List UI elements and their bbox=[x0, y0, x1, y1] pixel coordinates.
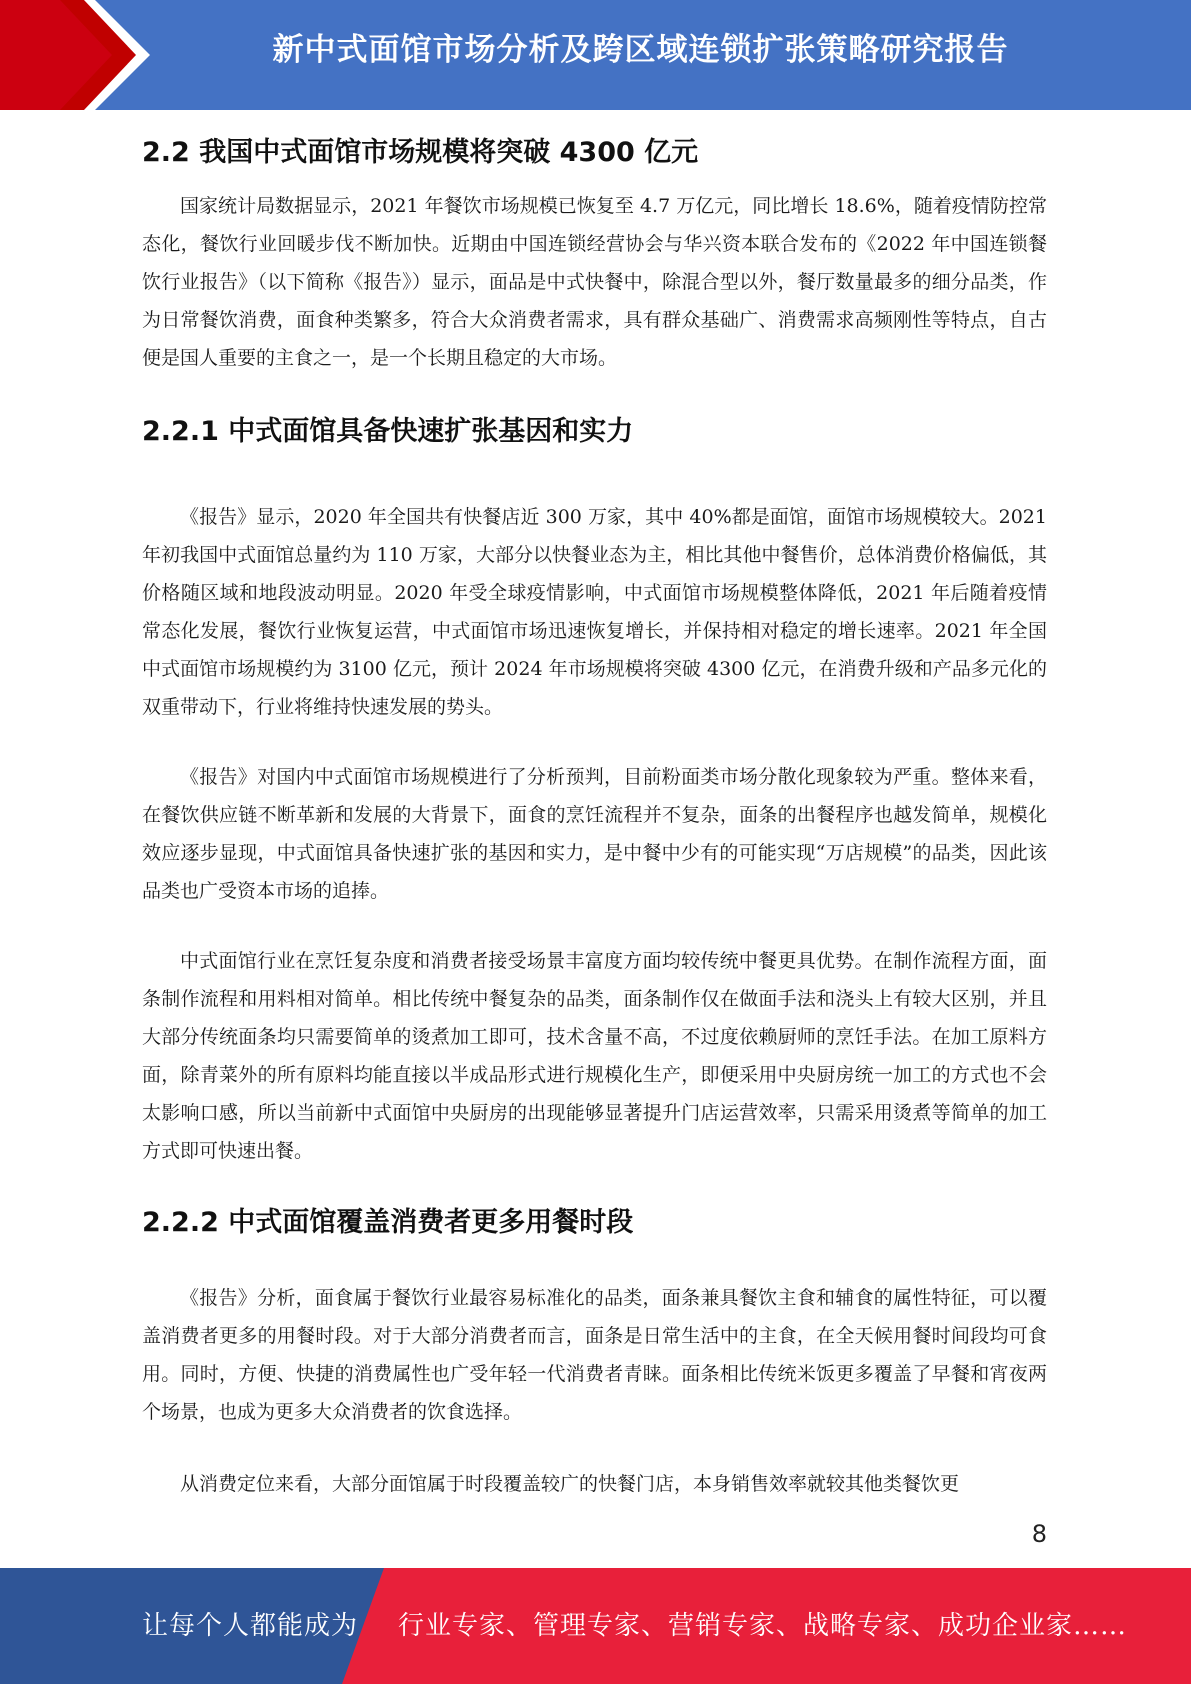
paragraph: 《报告》对国内中式面馆市场规模进行了分析预判，目前粉面类市场分散化现象较为严重。整体来看，在餐饮供应链不断革新和发展的大背景下，面食的烹饪流程并不复杂，面条的出餐程序也越发简单，规模化效应逐步显现，中式面馆具备快速扩张的基因和实力，是中餐中少有的可能实现“万店规模”的品类，因此该品类也广受资本市场的追捧。 bbox=[142, 766, 1047, 902]
paragraph: 《报告》显示，2020 年全国共有快餐店近 300 万家，其中 40%都是面馆，面馆市场规模较大。2021 年初我国中式面馆总量约为 110 万家，大部分以快餐业态为主，相比其他中餐售价，总体消费价格偏低，其价格随区域和地段波动明显。2020 年受全球疫情影响，中式面馆市场规模整体降低，2021 年后随着疫情常态化发展，餐饮行业恢复运营，中式面馆市场迅速恢复增长，并保持相对稳定的增长速率。2021 年全国中式面馆市场规模约为 3100 亿元，预计 2024 年市场规模将突破 4300 亿元，在消费升级和产品多元化的双重带动下，行业将维持快速发展的势头。 bbox=[142, 506, 1047, 718]
header-banner bbox=[0, 0, 1191, 110]
paragraph: 从消费定位来看，大部分面馆属于时段覆盖较广的快餐门店，本身销售效率就较其他类餐饮更 bbox=[180, 1473, 960, 1495]
report-title: 新中式面馆市场分析及跨区域连锁扩张策略研究报告 bbox=[272, 32, 1009, 68]
header-chevron-decoration bbox=[0, 0, 150, 110]
section-heading-2-2-1: 2.2.1 中式面馆具备快速扩张基因和实力 bbox=[142, 416, 634, 447]
paragraph: 国家统计局数据显示，2021 年餐饮市场规模已恢复至 4.7 万亿元，同比增长 18.6%，随着疫情防控常态化，餐饮行业回暖步伐不断加快。近期由中国连锁经营协会与华兴资本联合发布的《2022 年中国连锁餐饮行业报告》（以下简称《报告》）显示，面品是中式快餐中，除混合型以外，餐厅数量最多的细分品类，作为日常餐饮消费，面食种类繁多，符合大众消费者需求，具有群众基础广、消费需求高频刚性等特点，自古便是国人重要的主食之一，是一个长期且稳定的大市场。 bbox=[142, 195, 1047, 369]
footer-slogan-right: 行业专家、管理专家、营销专家、战略专家、成功企业家…… bbox=[398, 1611, 1128, 1641]
footer-slogan-left: 让每个人都能成为 bbox=[142, 1611, 359, 1641]
paragraph: 中式面馆行业在烹饪复杂度和消费者接受场景丰富度方面均较传统中餐更具优势。在制作流程方面，面条制作流程和用料相对简单。相比传统中餐复杂的品类，面条制作仅在做面手法和浇头上有较大区别，并且大部分传统面条均只需要简单的烫煮加工即可，技术含量不高，不过度依赖厨师的烹饪手法。在加工原料方面，除青菜外的所有原料均能直接以半成品形式进行规模化生产，即便采用中央厨房统一加工的方式也不会太影响口感，所以当前新中式面馆中央厨房的出现能够显著提升门店运营效率，只需采用烫煮等简单的加工方式即可快速出餐。 bbox=[142, 950, 1047, 1162]
paragraph: 《报告》分析，面食属于餐饮行业最容易标准化的品类，面条兼具餐饮主食和辅食的属性特征，可以覆盖消费者更多的用餐时段。对于大部分消费者而言，面条是日常生活中的主食，在全天候用餐时间段均可食用。同时，方便、快捷的消费属性也广受年轻一代消费者青睐。面条相比传统米饭更多覆盖了早餐和宵夜两个场景，也成为更多大众消费者的饮食选择。 bbox=[142, 1287, 1047, 1423]
section-heading-2-2: 2.2 我国中式面馆市场规模将突破 4300 亿元 bbox=[142, 137, 699, 168]
section-heading-2-2-2: 2.2.2 中式面馆覆盖消费者更多用餐时段 bbox=[142, 1207, 634, 1238]
footer-banner bbox=[0, 1568, 1191, 1684]
page-number: 8 bbox=[1031, 1520, 1047, 1548]
main-content bbox=[142, 120, 1047, 1503]
